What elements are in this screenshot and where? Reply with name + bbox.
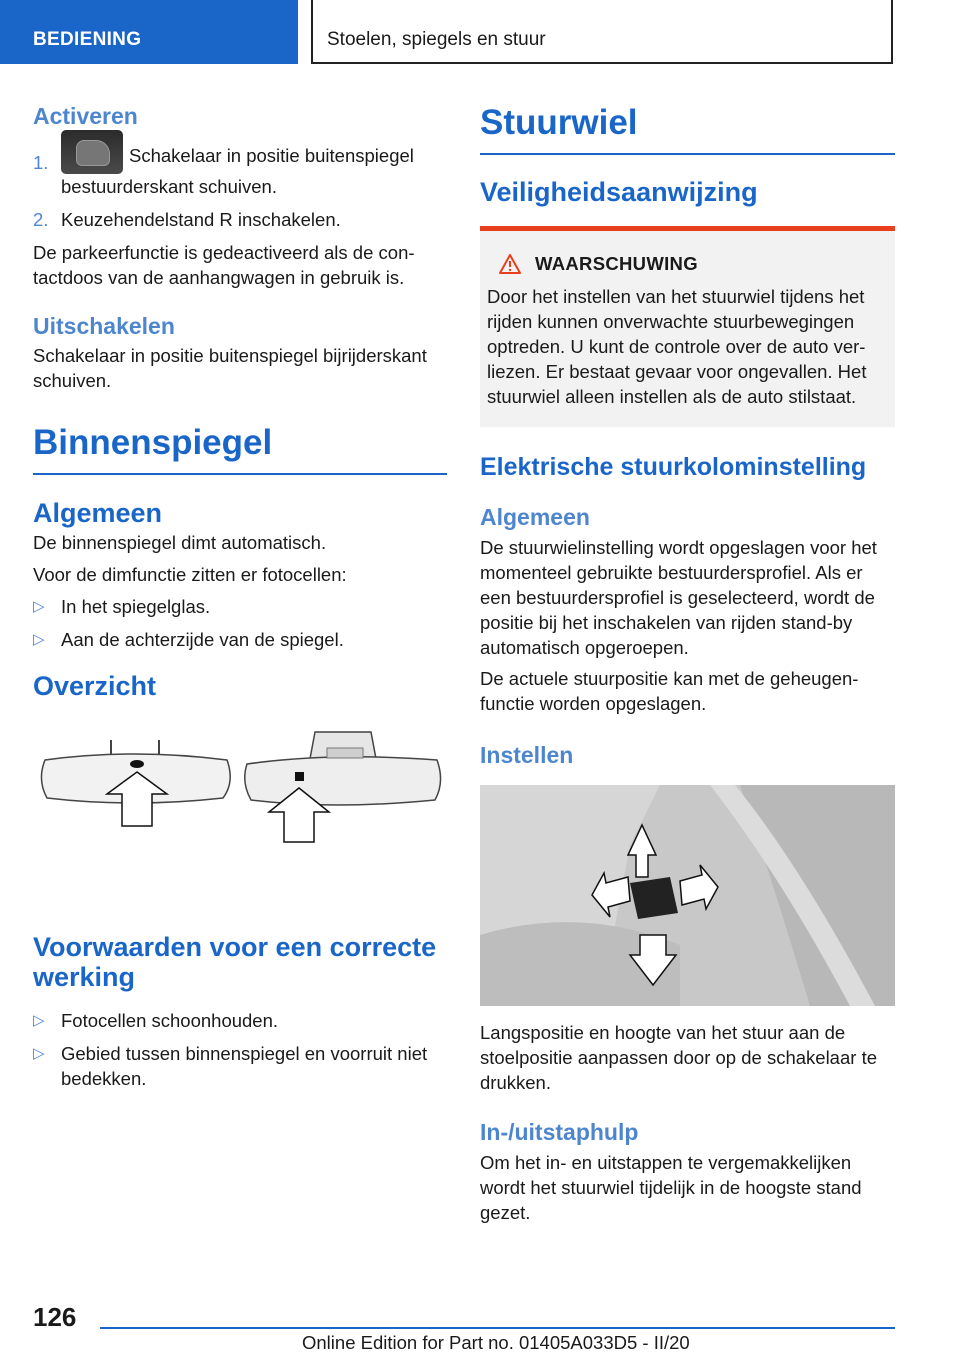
warning-header [487, 253, 887, 275]
warning-text: Door het instellen van het stuurwiel tijdens het rijden kunnen onverwachte stuurbewegingen optreden. U kunt de controle over de auto ver-liezen. Er bestaat gevaar voor ongevallen. Het stuurwiel alleen instellen als de auto stilstaat. [487, 286, 867, 407]
header-section-tab [0, 0, 298, 64]
heading-veiligheid: Veiligheidsaanwijzing [480, 177, 758, 207]
activeren-steps [33, 140, 447, 232]
list-item-text: Gebied tussen binnenspiegel en voorruit niet bedekken. [61, 1043, 428, 1089]
warning-box [480, 226, 895, 427]
steering-column-illustration [480, 785, 895, 1006]
list-item [33, 1008, 447, 1033]
algemeen-text2: De actuele stuurpositie kan met de geheugen-functie worden opgeslagen. [480, 668, 859, 714]
voorwaarden-list [33, 1008, 447, 1091]
heading-instap: In-/uitstaphulp [480, 1119, 639, 1145]
step-text: Schakelaar in positie buitenspiegel bestuurderskant schuiven. [61, 144, 414, 197]
header-chapter-tab [311, 0, 893, 64]
warning-triangle-icon [499, 254, 521, 274]
triangle-bullet-icon: ▷ [33, 598, 45, 615]
footer-rule [100, 1327, 895, 1329]
footer-edition: Online Edition for Part no. 01405A033D5 - II/20 [302, 1332, 690, 1353]
step-item [33, 207, 447, 232]
step-number: 2. [33, 209, 49, 230]
fotocellen-list [33, 594, 447, 652]
algemeen-text1: De stuurwielinstelling wordt opgeslagen voor het momenteel gebruikte bestuurdersprofiel. Als er een bestuurdersprofiel is geselecteerd, wordt de positie bij het inschakelen van rijden stand-by automatisch opgeroepen. [480, 537, 877, 658]
heading-voorwaarden: Voorwaarden voor een correcte werking [33, 932, 437, 992]
activeren-note: De parkeerfunctie is gedeactiveerd als de con-tactdoos van de aanhangwagen in gebruik is. [33, 242, 415, 288]
instap-text: Om het in- en uitstappen te vergemakkelijken wordt het stuurwiel tijdelijk in de hoogste stand gezet. [480, 1152, 862, 1223]
mirror-switch-icon [61, 130, 123, 174]
page-number: 126 [33, 1302, 77, 1332]
heading-elektrisch: Elektrische stuurkolominstelling [480, 453, 867, 481]
left-column [33, 100, 447, 1099]
binnenspiegel-text2: Voor de dimfunctie zitten er fotocellen: [33, 564, 347, 585]
binnenspiegel-text1: De binnenspiegel dimt automatisch. [33, 532, 327, 553]
heading-binnenspiegel: Binnenspiegel [33, 423, 273, 462]
heading-activeren: Activeren [33, 103, 138, 129]
list-item-text: Aan de achterzijde van de spiegel. [61, 629, 344, 650]
triangle-bullet-icon: ▷ [33, 1045, 45, 1062]
header-section-label: BEDIENING [33, 29, 142, 50]
list-item [33, 594, 447, 619]
list-item [33, 1041, 447, 1091]
heading-algemeen-left: Algemeen [33, 498, 163, 528]
uitschakelen-text: Schakelaar in positie buitenspiegel bijrijderskant schuiven. [33, 345, 427, 391]
steering-column-switch-photo [480, 785, 895, 1006]
triangle-bullet-icon: ▷ [33, 631, 45, 648]
triangle-bullet-icon: ▷ [33, 1012, 45, 1029]
rearview-mirror-illustration [33, 722, 447, 892]
instellen-text: Langspositie en hoogte van het stuur aan de stoelpositie aanpassen door op de schakelaar te drukken. [480, 1022, 877, 1093]
heading-instellen: Instellen [480, 742, 574, 768]
warning-title: WAARSCHUWING [535, 253, 698, 274]
heading-algemeen-right: Algemeen [480, 504, 590, 530]
list-item-text: Fotocellen schoonhouden. [61, 1010, 279, 1031]
heading-overzicht: Overzicht [33, 671, 157, 701]
heading-uitschakelen: Uitschakelen [33, 313, 175, 339]
heading-rule [33, 473, 447, 475]
step-item [33, 140, 447, 199]
list-item [33, 627, 447, 652]
right-column [480, 100, 895, 1225]
step-number: 1. [33, 152, 49, 173]
step-text: Keuzehendelstand R inschakelen. [61, 209, 341, 230]
header-chapter-label: Stoelen, spiegels en stuur [327, 29, 546, 50]
heading-rule [480, 153, 895, 155]
heading-stuurwiel: Stuurwiel [480, 103, 638, 142]
list-item-text: In het spiegelglas. [61, 596, 211, 617]
